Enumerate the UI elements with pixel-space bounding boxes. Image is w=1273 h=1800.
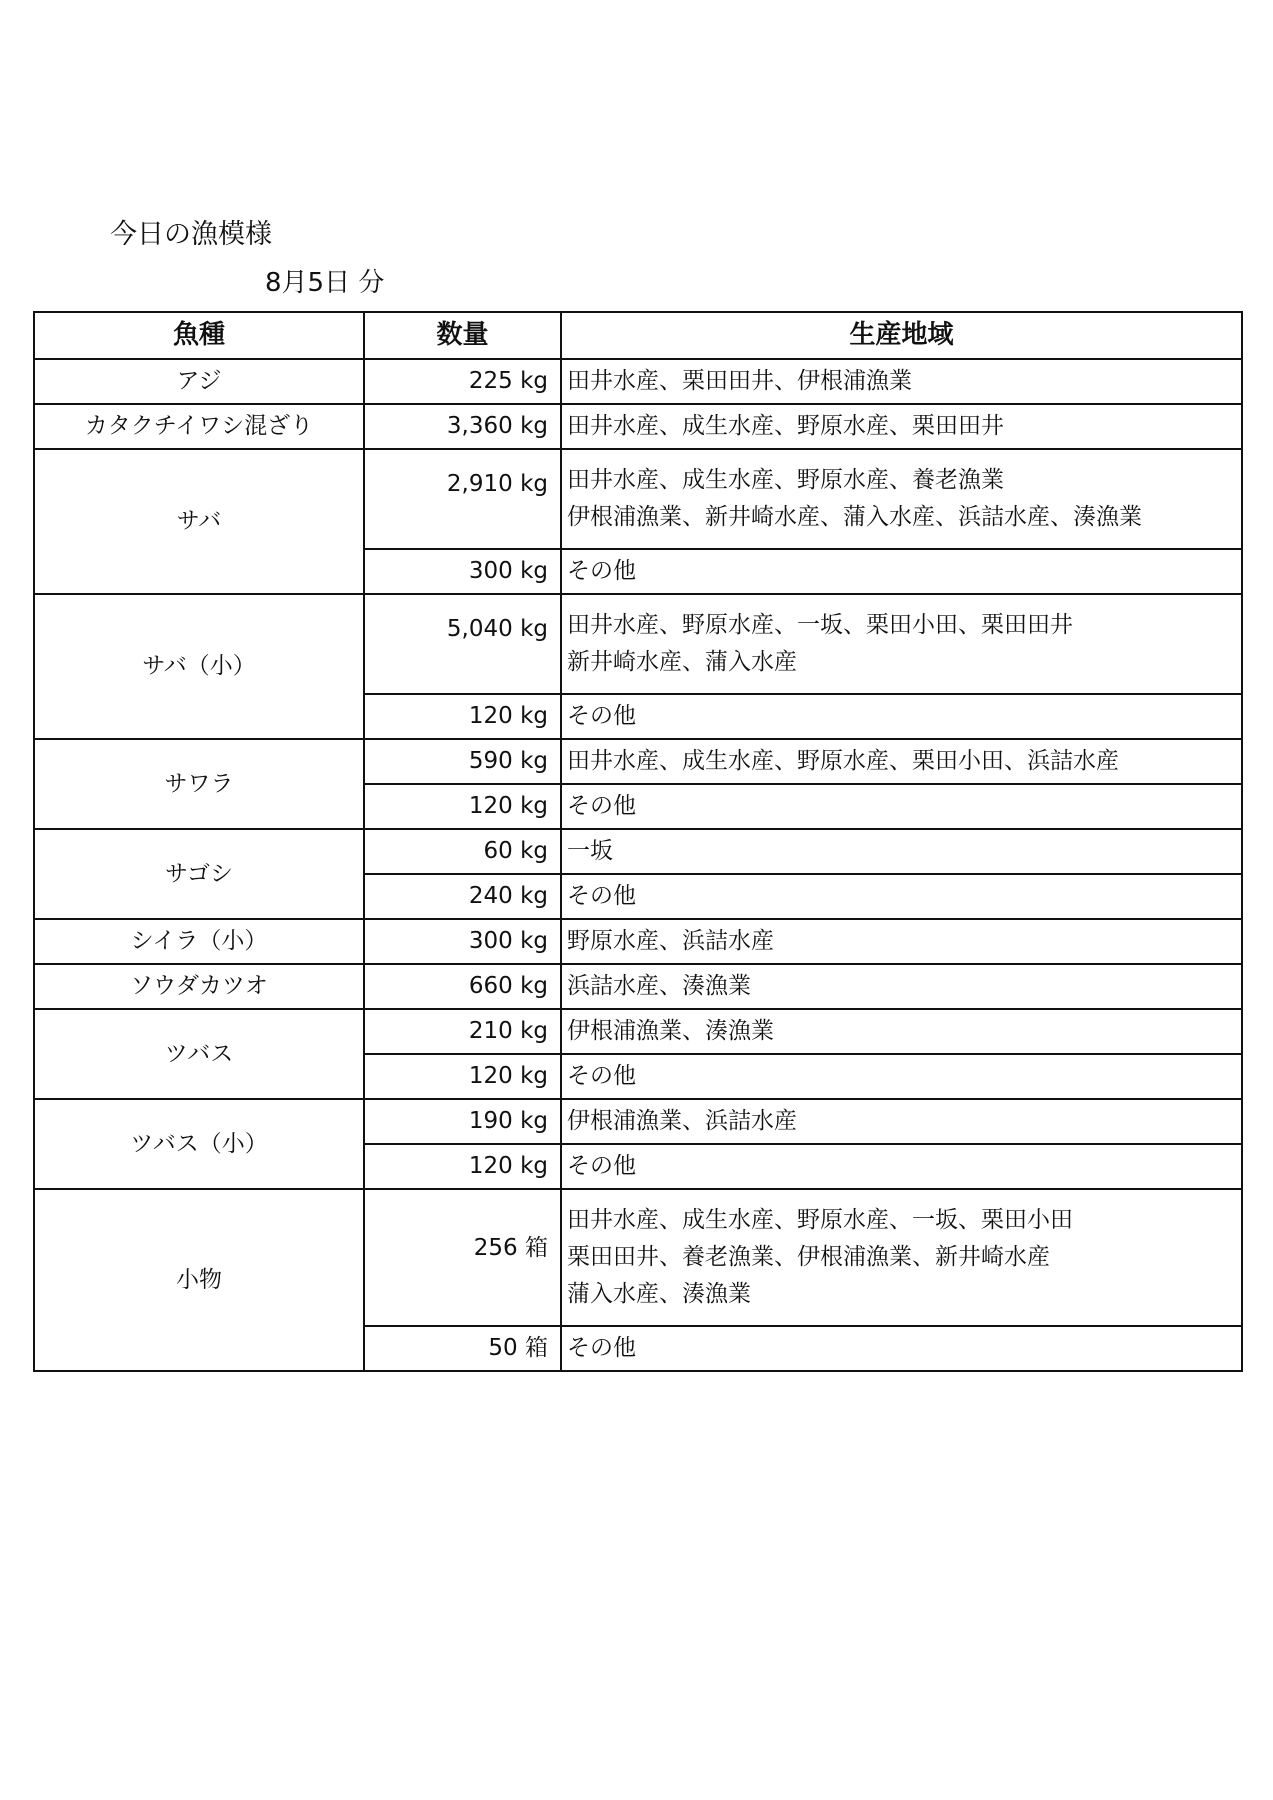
table-row [34, 359, 1242, 404]
region-line: その他 [567, 703, 636, 729]
fish-species-cell: シイラ（小） [34, 919, 364, 964]
region-line: その他 [567, 558, 636, 584]
region-line: 田井水産、成生水産、野原水産、栗田田井 [567, 413, 1004, 439]
quantity-cell: 190 kg [364, 1099, 561, 1144]
quantity-cell: 120 kg [364, 784, 561, 829]
region-cell [561, 1054, 1242, 1099]
table-header-row [34, 312, 1242, 359]
table-row [34, 1099, 1242, 1144]
fish-species-cell: 小物 [34, 1189, 364, 1371]
table-row [34, 1189, 1242, 1326]
header-region: 生産地域 [561, 312, 1242, 359]
table-row [34, 449, 1242, 549]
region-cell [561, 1189, 1242, 1326]
fish-species-cell: ツバス（小） [34, 1099, 364, 1189]
fish-species-cell: サワラ [34, 739, 364, 829]
region-line: 浜詰水産、湊漁業 [567, 973, 751, 999]
region-cell [561, 1326, 1242, 1371]
region-cell [561, 1144, 1242, 1189]
region-line: 田井水産、栗田田井、伊根浦漁業 [567, 368, 912, 394]
region-line: 伊根浦漁業、湊漁業 [567, 1018, 774, 1044]
region-line: 田井水産、成生水産、野原水産、一坂、栗田小田 [567, 1207, 1073, 1233]
header-fish: 魚種 [34, 312, 364, 359]
quantity-cell: 60 kg [364, 829, 561, 874]
header-quantity: 数量 [364, 312, 561, 359]
region-line: 野原水産、浜詰水産 [567, 928, 774, 954]
region-cell [561, 1009, 1242, 1054]
region-line: 田井水産、成生水産、野原水産、養老漁業 [567, 467, 1004, 493]
fish-species-cell: サゴシ [34, 829, 364, 919]
quantity-cell: 120 kg [364, 1054, 561, 1099]
quantity-cell: 300 kg [364, 919, 561, 964]
region-line: 田井水産、成生水産、野原水産、栗田小田、浜詰水産 [567, 748, 1119, 774]
region-line: その他 [567, 793, 636, 819]
region-cell [561, 919, 1242, 964]
region-cell [561, 449, 1242, 549]
region-cell [561, 964, 1242, 1009]
quantity-cell: 3,360 kg [364, 404, 561, 449]
region-line: 栗田田井、養老漁業、伊根浦漁業、新井崎水産 [567, 1244, 1050, 1270]
table-body [34, 359, 1242, 1371]
quantity-cell: 256 箱 [364, 1189, 561, 1326]
quantity-cell: 210 kg [364, 1009, 561, 1054]
fish-species-cell: ソウダカツオ [34, 964, 364, 1009]
region-cell [561, 874, 1242, 919]
fish-species-cell: サバ [34, 449, 364, 594]
region-line: 伊根浦漁業、浜詰水産 [567, 1108, 797, 1134]
region-cell [561, 404, 1242, 449]
region-cell [561, 694, 1242, 739]
region-line: その他 [567, 1335, 636, 1361]
table-row [34, 594, 1242, 694]
date-label: 8月5日 分 [265, 268, 385, 298]
quantity-cell: 120 kg [364, 1144, 561, 1189]
page-title: 今日の漁模様 [110, 219, 272, 250]
fish-species-cell: カタクチイワシ混ざり [34, 404, 364, 449]
region-line: 新井崎水産、蒲入水産 [567, 649, 797, 675]
region-cell [561, 594, 1242, 694]
quantity-cell: 240 kg [364, 874, 561, 919]
region-cell [561, 784, 1242, 829]
quantity-cell: 660 kg [364, 964, 561, 1009]
region-line: 蒲入水産、湊漁業 [567, 1281, 751, 1307]
region-cell [561, 549, 1242, 594]
table-row [34, 919, 1242, 964]
region-cell [561, 1099, 1242, 1144]
fish-species-cell: ツバス [34, 1009, 364, 1099]
region-line: その他 [567, 883, 636, 909]
table-row [34, 829, 1242, 874]
quantity-cell: 5,040 kg [364, 594, 561, 694]
quantity-cell: 50 箱 [364, 1326, 561, 1371]
region-cell [561, 359, 1242, 404]
quantity-cell: 225 kg [364, 359, 561, 404]
fish-species-cell: アジ [34, 359, 364, 404]
quantity-cell: 2,910 kg [364, 449, 561, 549]
region-line: 田井水産、野原水産、一坂、栗田小田、栗田田井 [567, 612, 1073, 638]
region-line: その他 [567, 1063, 636, 1089]
region-cell [561, 739, 1242, 784]
region-cell [561, 829, 1242, 874]
table-row [34, 964, 1242, 1009]
fish-species-cell: サバ（小） [34, 594, 364, 739]
quantity-cell: 300 kg [364, 549, 561, 594]
region-line: 一坂 [567, 838, 613, 864]
table-row [34, 739, 1242, 784]
table-row [34, 404, 1242, 449]
region-line: 伊根浦漁業、新井崎水産、蒲入水産、浜詰水産、湊漁業 [567, 504, 1142, 530]
quantity-cell: 590 kg [364, 739, 561, 784]
table-row [34, 1009, 1242, 1054]
region-line: その他 [567, 1153, 636, 1179]
quantity-cell: 120 kg [364, 694, 561, 739]
catch-table [33, 311, 1243, 1372]
